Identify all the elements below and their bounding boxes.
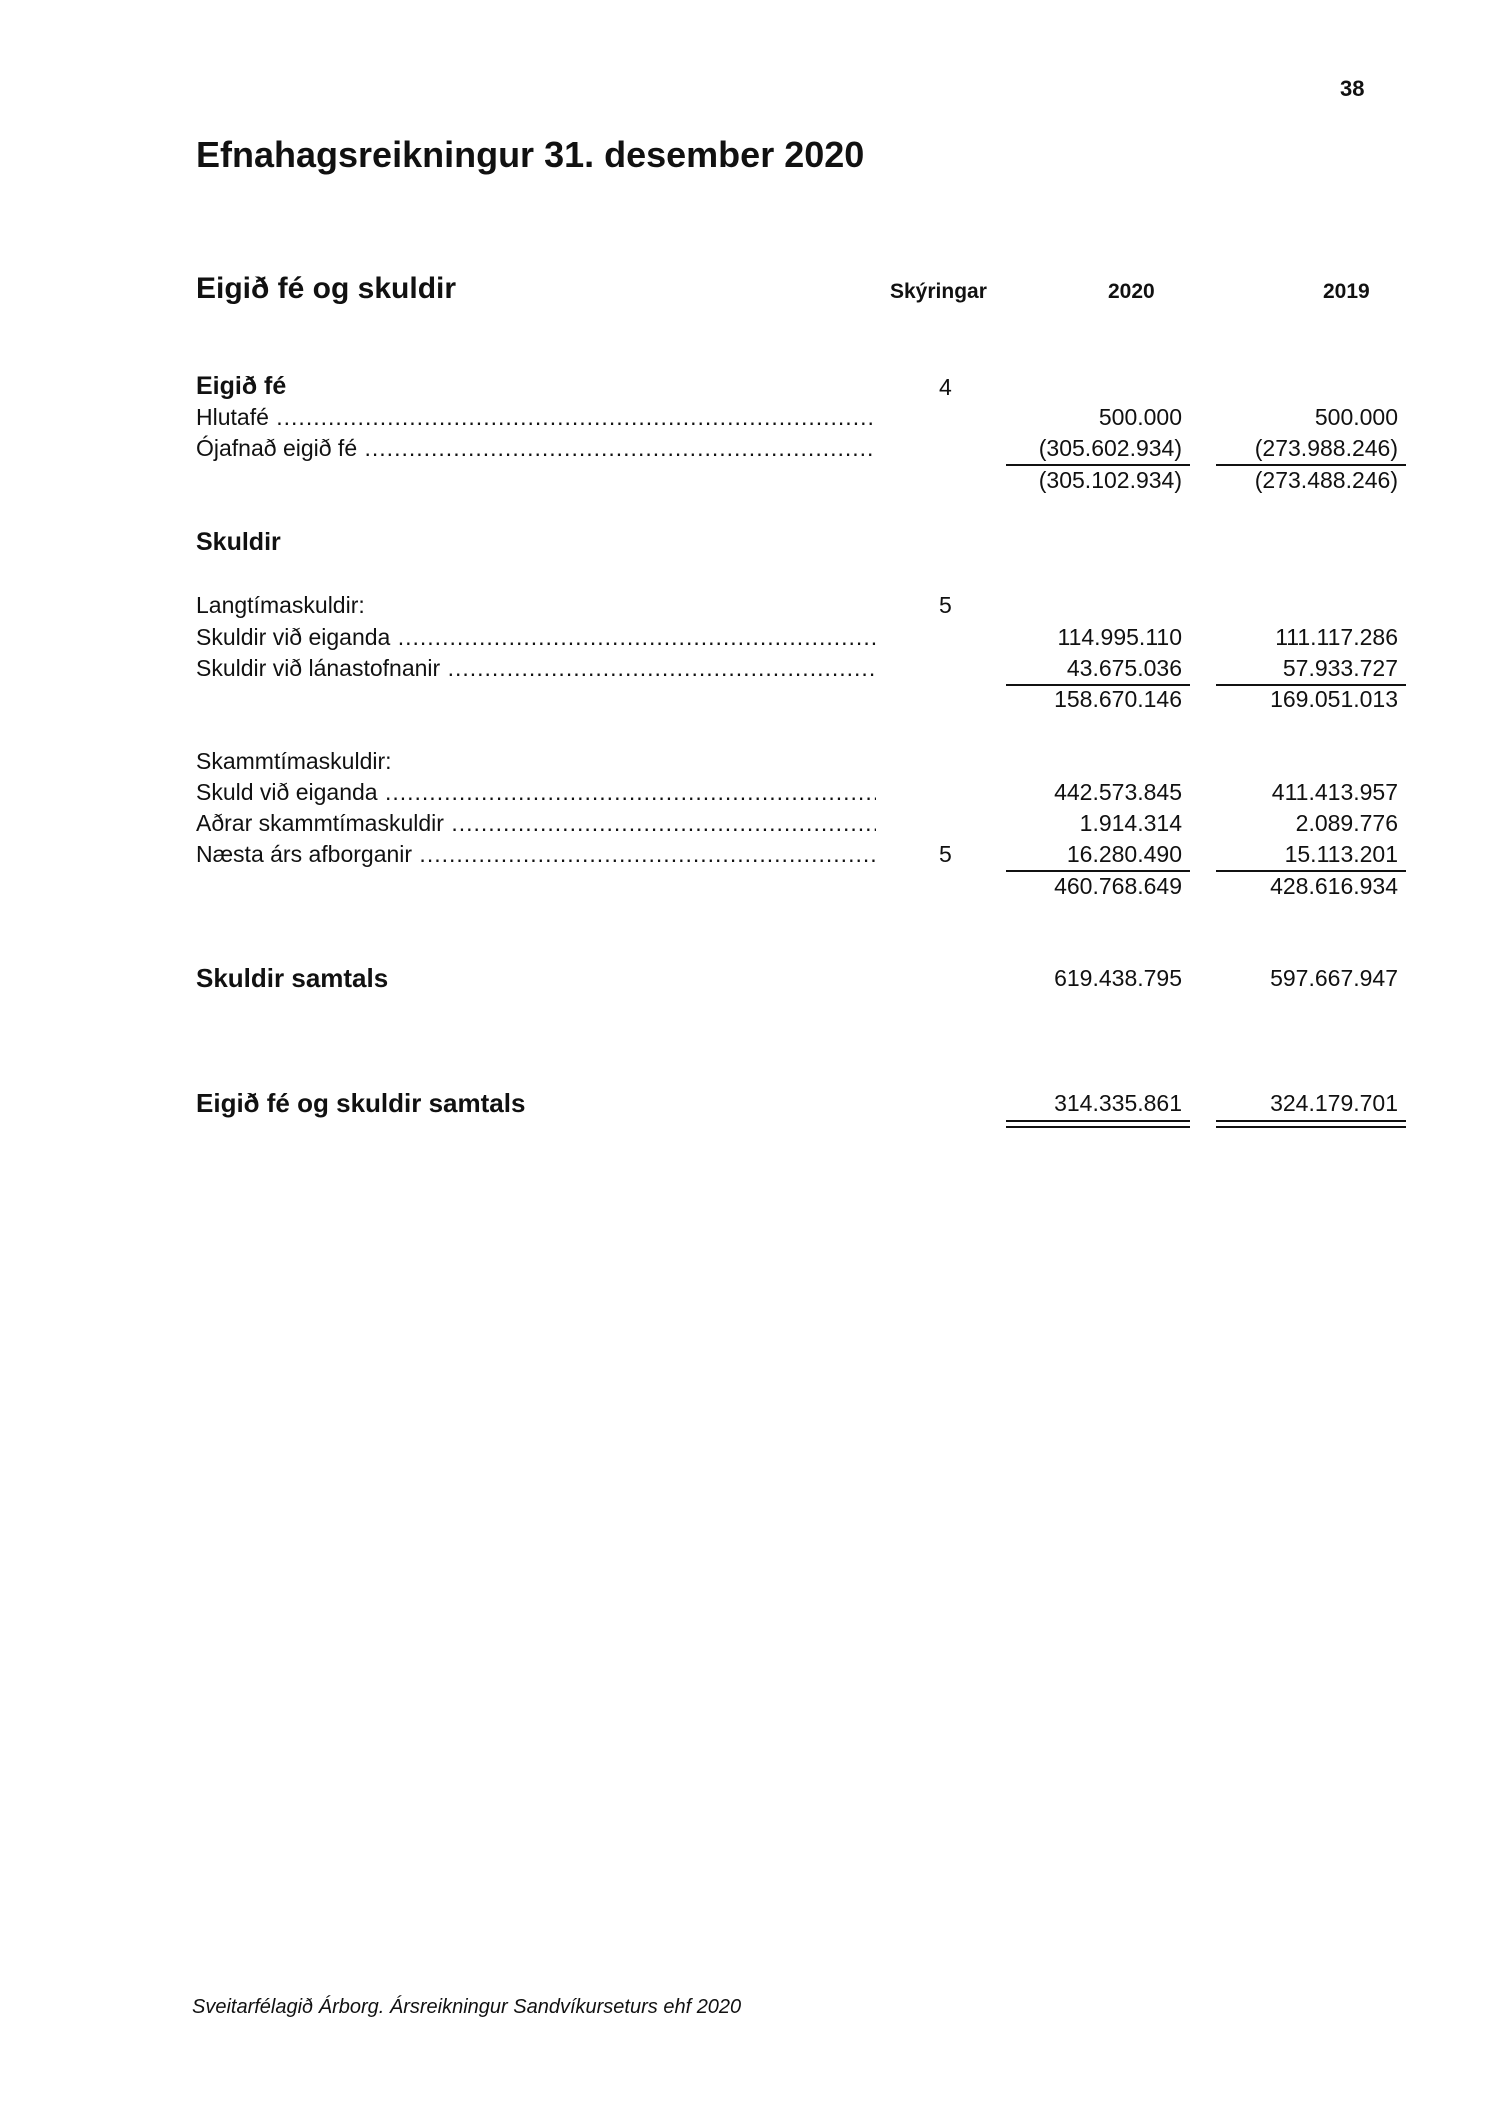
grand-total-row <box>196 1090 1406 1120</box>
row-label: Skuldir við lánastofnanir ..... <box>196 655 876 682</box>
column-header-2019: 2019 <box>1323 280 1370 303</box>
subtotal-2020: 158.670.146 <box>1054 686 1182 712</box>
row-label: Hlutafé ..... <box>196 404 876 431</box>
column-header-notes: Skýringar <box>890 280 987 303</box>
table-row <box>196 404 1406 434</box>
row-value-2020: 43.675.036 <box>1066 655 1182 681</box>
row-value-2019: (273.988.246) <box>1254 435 1398 461</box>
table-row <box>196 435 1406 465</box>
table-row <box>196 624 1406 654</box>
row-value-2019: 2.089.776 <box>1295 810 1398 836</box>
subtotal-2019: 169.051.013 <box>1270 686 1398 712</box>
subtotal-2020: (305.102.934) <box>1038 467 1182 493</box>
liabilities-total-label: Skuldir samtals <box>196 963 389 993</box>
row-value-2020: 114.995.110 <box>1057 624 1182 650</box>
grand-total-2020: 314.335.861 <box>1054 1090 1182 1116</box>
table-row <box>196 841 1406 871</box>
row-note: 5 <box>939 841 952 867</box>
liabilities-heading: Skuldir <box>196 528 281 556</box>
subtotal-2019: (273.488.246) <box>1254 467 1398 493</box>
row-label: Næsta árs afborganir ..... <box>196 841 876 868</box>
short-term-heading: Skammtímaskuldir: <box>196 748 392 774</box>
liabilities-total-row <box>196 965 1406 995</box>
row-value-2020: 500.000 <box>1098 404 1182 430</box>
grand-total-double-rule-2020 <box>1006 1120 1190 1128</box>
subtotal-2019: 428.616.934 <box>1270 873 1398 899</box>
row-value-2019: 111.117.286 <box>1275 624 1398 650</box>
subtotal-rule-2019 <box>1216 464 1406 466</box>
page-title: Efnahagsreikningur 31. desember 2020 <box>196 134 865 175</box>
row-label: Aðrar skammtímaskuldir ..... <box>196 810 876 837</box>
row-label: Skuldir við eiganda ..... <box>196 624 876 651</box>
long-term-heading: Langtímaskuldir: <box>196 592 365 618</box>
row-value-2019: 411.413.957 <box>1271 779 1398 805</box>
long-term-note: 5 <box>939 592 952 618</box>
liabilities-total-2019: 597.667.947 <box>1270 965 1398 991</box>
liabilities-total-2020: 619.438.795 <box>1054 965 1182 991</box>
section-title: Eigið fé og skuldir <box>196 272 457 305</box>
grand-total-2019: 324.179.701 <box>1270 1090 1398 1116</box>
long-term-subtotal-row <box>196 686 1406 716</box>
grand-total-label: Eigið fé og skuldir samtals <box>196 1088 526 1118</box>
table-row <box>196 779 1406 809</box>
equity-subtotal-row <box>196 467 1406 497</box>
grand-total-double-rule-2019 <box>1216 1120 1406 1128</box>
row-label: Skuld við eiganda ..... <box>196 779 876 806</box>
row-value-2019: 500.000 <box>1314 404 1398 430</box>
page-footer: Sveitarfélagið Árborg. Ársreikningur Sandvíkurseturs ehf 2020 <box>192 1996 742 2018</box>
row-value-2019: 15.113.201 <box>1284 841 1398 867</box>
row-value-2020: 16.280.490 <box>1066 841 1182 867</box>
row-value-2020: 442.573.845 <box>1054 779 1182 805</box>
page-number: 38 <box>1340 76 1365 101</box>
column-header-2020: 2020 <box>1108 280 1155 303</box>
row-value-2020: (305.602.934) <box>1038 435 1182 461</box>
equity-heading: Eigið fé <box>196 372 287 400</box>
equity-note: 4 <box>939 374 952 400</box>
row-value-2019: 57.933.727 <box>1282 655 1398 681</box>
subtotal-rule-2019 <box>1216 870 1406 872</box>
row-label: Ójafnað eigið fé ..... <box>196 435 876 462</box>
short-term-subtotal-row <box>196 873 1406 903</box>
row-value-2020: 1.914.314 <box>1079 810 1182 836</box>
table-row <box>196 655 1406 685</box>
subtotal-rule-2020 <box>1006 870 1190 872</box>
subtotal-rule-2020 <box>1006 464 1190 466</box>
subtotal-2020: 460.768.649 <box>1054 873 1182 899</box>
table-row <box>196 810 1406 840</box>
